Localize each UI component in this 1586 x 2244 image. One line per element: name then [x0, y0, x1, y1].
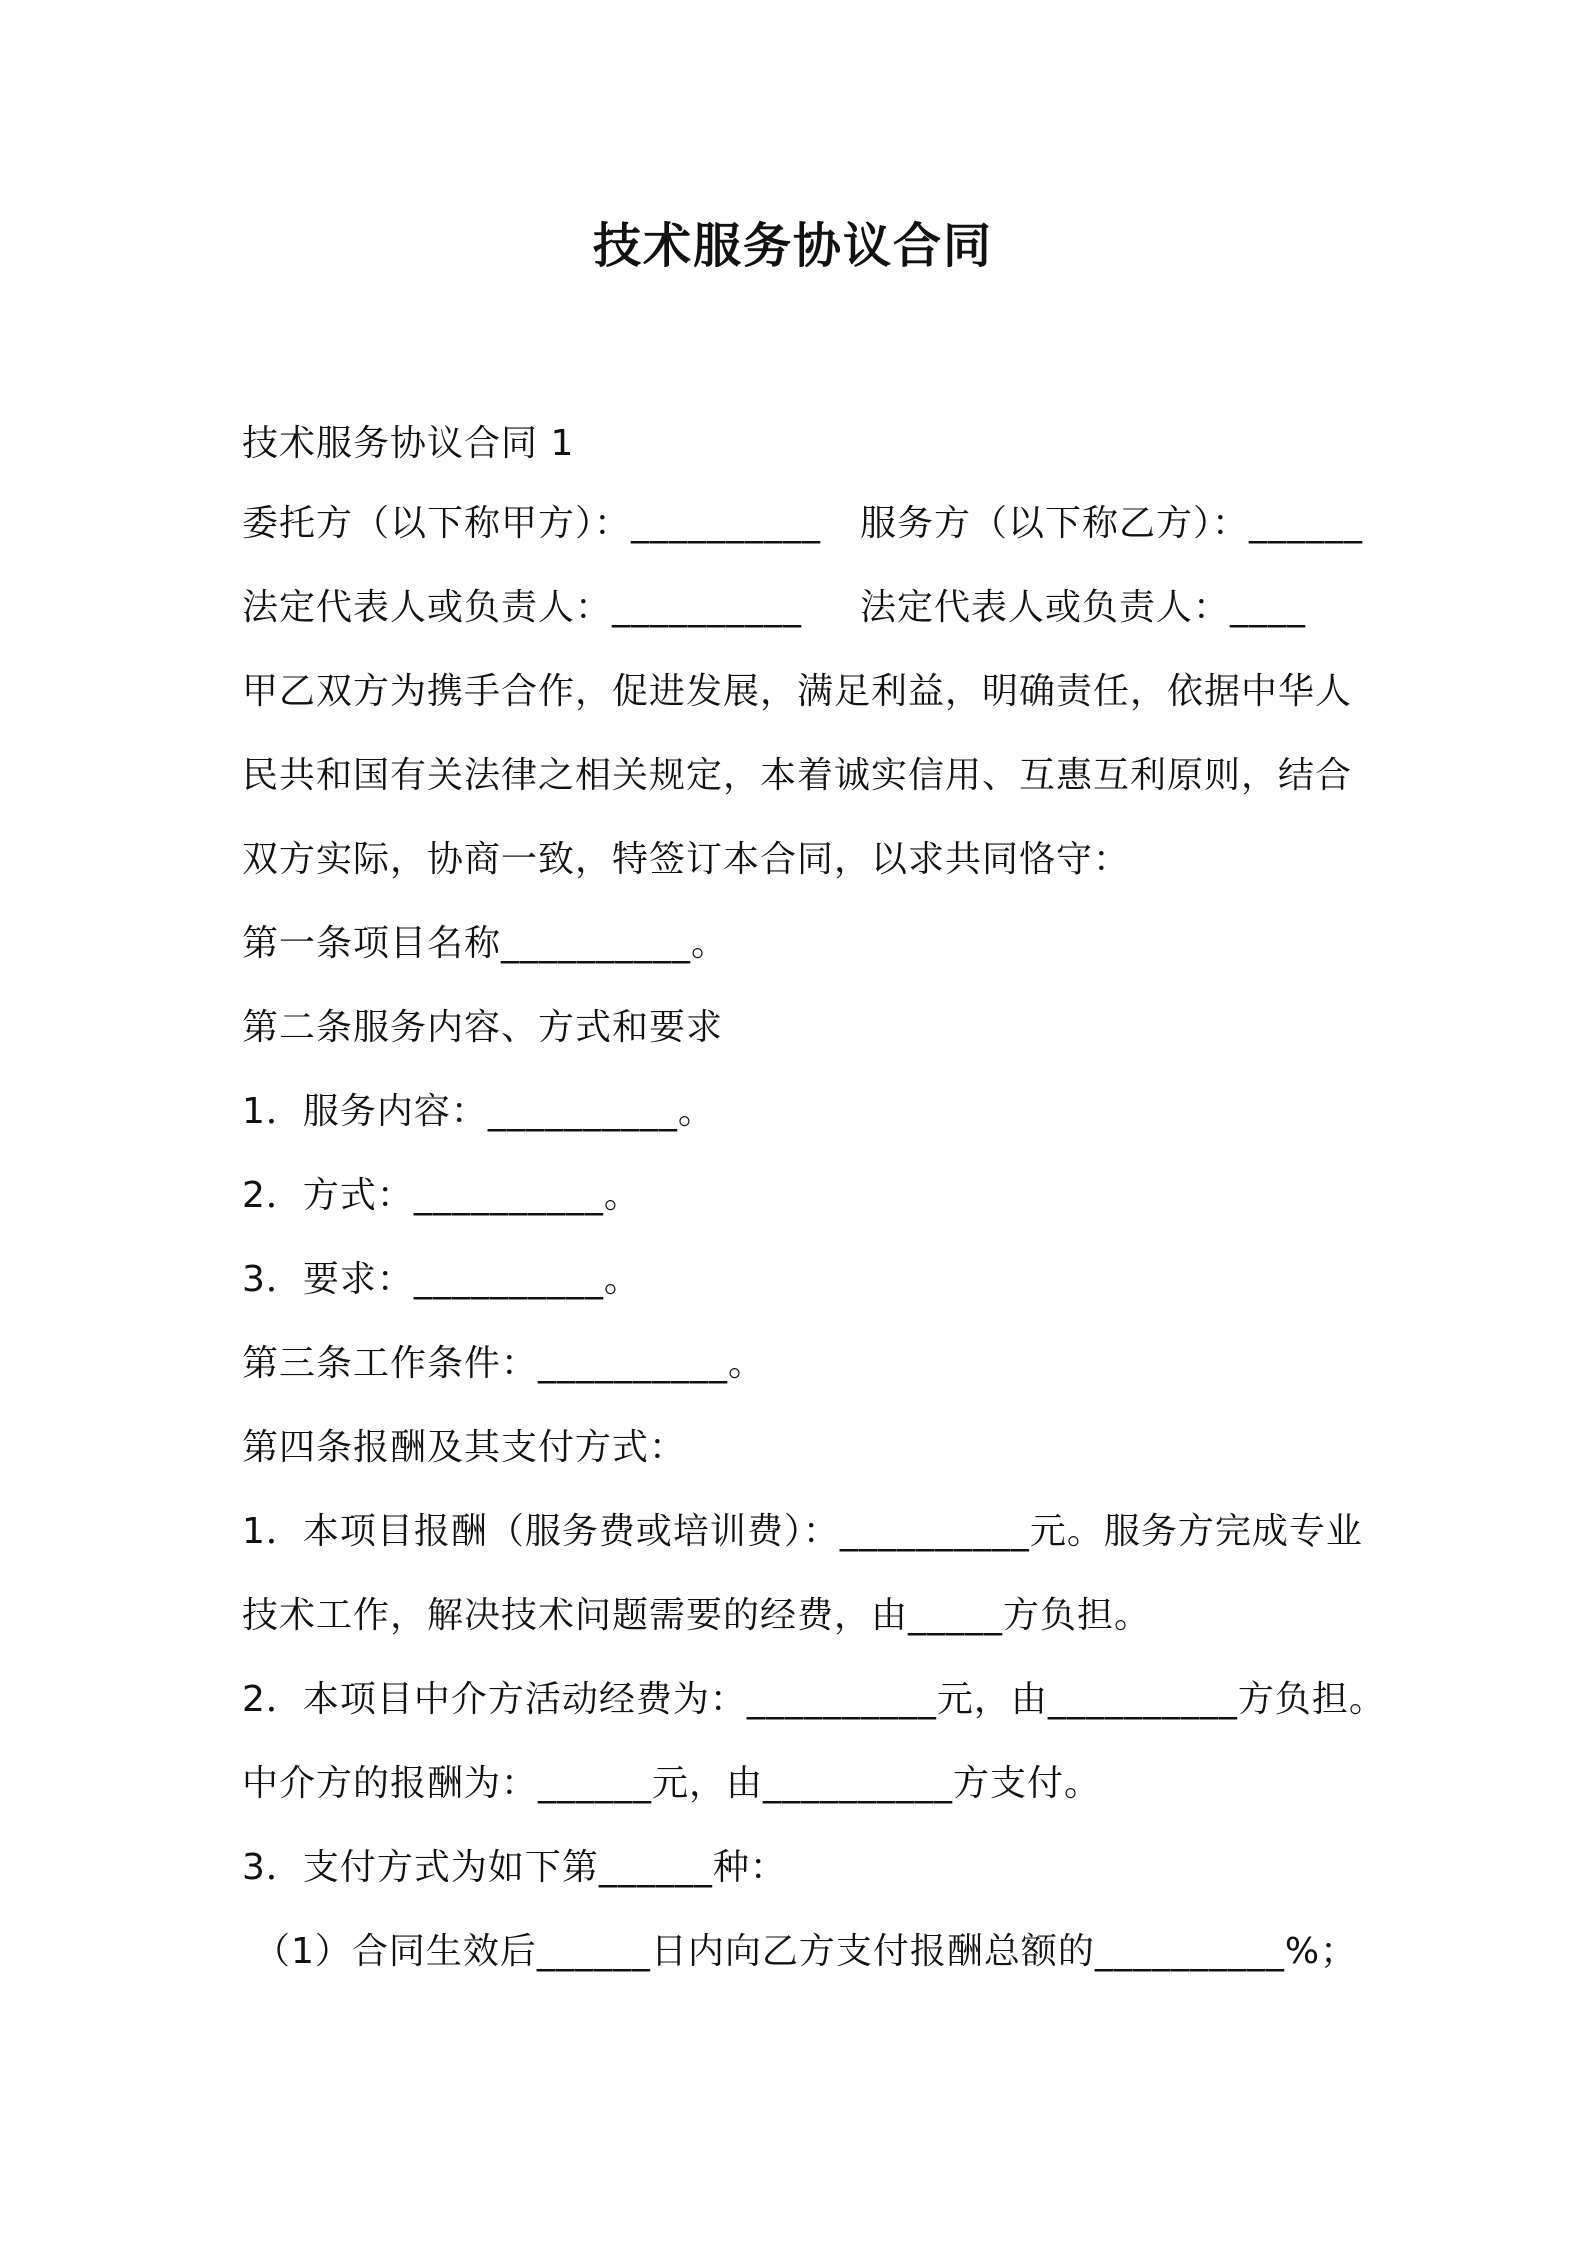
article-4-item-2-line-1: 2．本项目中介方活动经费为：__________元，由__________方负担。: [242, 1679, 1386, 1720]
document-title: 技术服务协议合同: [592, 218, 993, 274]
article-2-item-1: 1．服务内容：__________。: [242, 1091, 715, 1132]
article-1: 第一条项目名称__________。: [242, 923, 729, 964]
party-b-line: 服务方（以下称乙方）：______: [860, 503, 1364, 544]
preamble-line-1: 甲乙双方为携手合作，促进发展，满足利益，明确责任，依据中华人: [242, 671, 1353, 712]
article-4-item-1-line-1: 1．本项目报酬（服务费或培训费）：__________元。服务方完成专业: [242, 1511, 1363, 1552]
subtitle: 技术服务协议合同 1: [242, 423, 575, 464]
party-a-line: 委托方（以下称甲方）：__________: [242, 503, 822, 544]
article-4-item-2-line-2: 中介方的报酬为：______元，由__________方支付。: [242, 1763, 1102, 1804]
article-3: 第三条工作条件：__________。: [242, 1343, 766, 1384]
article-2-heading: 第二条服务内容、方式和要求: [242, 1007, 724, 1048]
article-2-item-2: 2．方式：__________。: [242, 1175, 641, 1216]
article-4-heading: 第四条报酬及其支付方式：: [242, 1427, 687, 1468]
party-b-representative: 法定代表人或负责人：____: [860, 587, 1307, 628]
party-a-representative: 法定代表人或负责人：__________: [242, 587, 803, 628]
preamble-line-2: 民共和国有关法律之相关规定，本着诚实信用、互惠互利原则，结合: [242, 755, 1353, 796]
preamble-line-3: 双方实际，协商一致，特签订本合同，以求共同恪守：: [242, 839, 1131, 880]
article-4-item-3: 3．支付方式为如下第______种：: [242, 1847, 787, 1888]
article-2-item-3: 3．要求：__________。: [242, 1259, 641, 1300]
payment-option-1: （1）合同生效后______日内向乙方支付报酬总额的__________%；: [254, 1931, 1358, 1972]
article-4-item-1-line-2: 技术工作，解决技术问题需要的经费，由_____方负担。: [242, 1595, 1152, 1636]
